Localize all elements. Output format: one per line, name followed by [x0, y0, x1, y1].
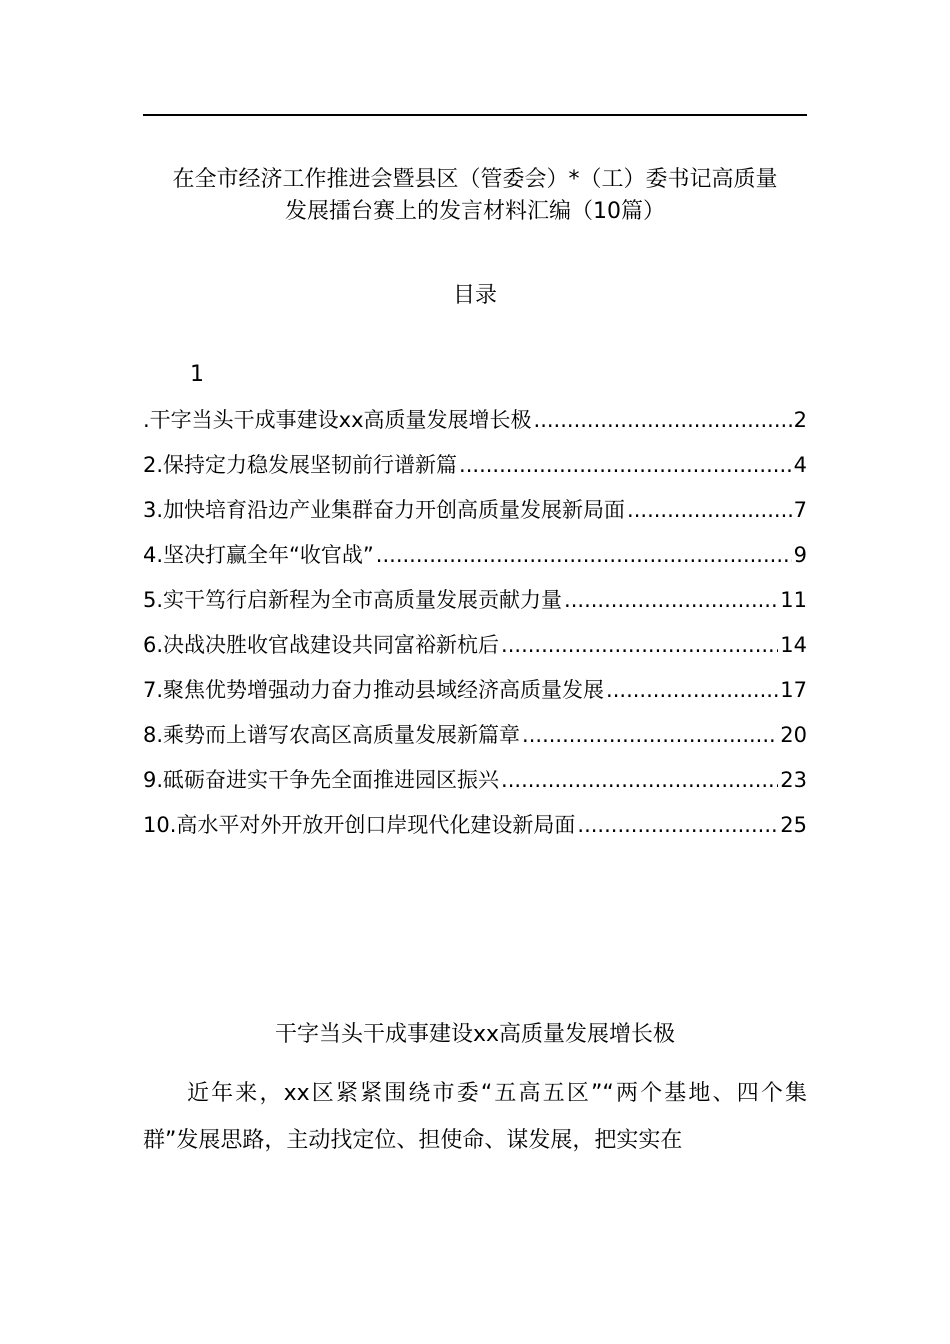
toc-leader-dots — [606, 678, 778, 702]
toc-entry-label: 10.高水平对外开放开创口岸现代化建设新局面 — [143, 813, 576, 837]
toc-entry[interactable] — [143, 809, 807, 854]
toc-entry-label: 2.保持定力稳发展坚韧前行谱新篇 — [143, 453, 458, 477]
toc-entry[interactable] — [143, 584, 807, 629]
section-heading: 干字当头干成事建设xx高质量发展增长极 — [274, 1022, 676, 1047]
toc-entry[interactable] — [143, 539, 807, 584]
toc-leader-dots — [522, 723, 778, 747]
title-line-1: 在全市经济工作推进会暨县区（管委会）*（工）委书记高质量 — [172, 167, 778, 192]
toc-entry-page: 20 — [780, 723, 807, 747]
toc-heading: 目录 — [452, 283, 497, 308]
top-rule — [143, 114, 807, 116]
toc-entry-label: 4.坚决打赢全年“收官战” — [143, 543, 374, 567]
toc-entry-page: 2 — [793, 408, 807, 432]
toc-entry-page: 14 — [780, 633, 807, 657]
toc-entry-label: 8.乘势而上谱写农高区高质量发展新篇章 — [143, 723, 521, 747]
toc-entry-page: 25 — [780, 813, 807, 837]
toc-leader-dots — [627, 498, 792, 522]
toc-entry[interactable] — [143, 449, 807, 494]
toc-leader-dots — [501, 768, 778, 792]
table-of-contents — [143, 404, 807, 854]
toc-entry-label: 6.决战决胜收官战建设共同富裕新杭后 — [143, 633, 500, 657]
toc-leader-dots — [459, 453, 792, 477]
document-title — [143, 164, 807, 228]
toc-entry-label: 5.实干笃行启新程为全市高质量发展贡献力量 — [143, 588, 563, 612]
title-line-2: 发展擂台赛上的发言材料汇编（10篇） — [285, 199, 665, 224]
toc-entry[interactable] — [143, 404, 807, 449]
toc-leader-dots — [577, 813, 778, 837]
toc-entry[interactable] — [143, 764, 807, 809]
toc-leader-dots — [501, 633, 778, 657]
toc-entry[interactable] — [143, 494, 807, 539]
toc-leader-dots — [534, 408, 792, 432]
body-paragraph: 近年来，xx区紧紧围绕市委“五高五区”“两个基地、四个集群”发展思路，主动找定位、担使命、谋发展，把实实在 — [143, 1081, 807, 1153]
toc-entry-label: 9.砥砺奋进实干争先全面推进园区振兴 — [143, 768, 500, 792]
toc-leader-dots — [376, 543, 792, 567]
toc-entry-label: 7.聚焦优势增强动力奋力推动县域经济高质量发展 — [143, 678, 605, 702]
toc-entry-page: 7 — [793, 498, 807, 522]
toc-entry-label: 3.加快培育沿边产业集群奋力开创高质量发展新局面 — [143, 498, 626, 522]
toc-entry-page: 17 — [780, 678, 807, 702]
toc-entry-page: 23 — [780, 768, 807, 792]
toc-entry[interactable] — [143, 719, 807, 764]
toc-entry-page: 11 — [780, 588, 807, 612]
toc-entry[interactable] — [143, 629, 807, 674]
toc-entry-page: 9 — [793, 543, 807, 567]
toc-leader-dots — [564, 588, 778, 612]
toc-entry-page: 4 — [793, 453, 807, 477]
toc-stray-number: 1 — [190, 362, 204, 387]
toc-entry-label: .干字当头干成事建设xx高质量发展增长极 — [143, 408, 532, 432]
toc-entry[interactable] — [143, 674, 807, 719]
